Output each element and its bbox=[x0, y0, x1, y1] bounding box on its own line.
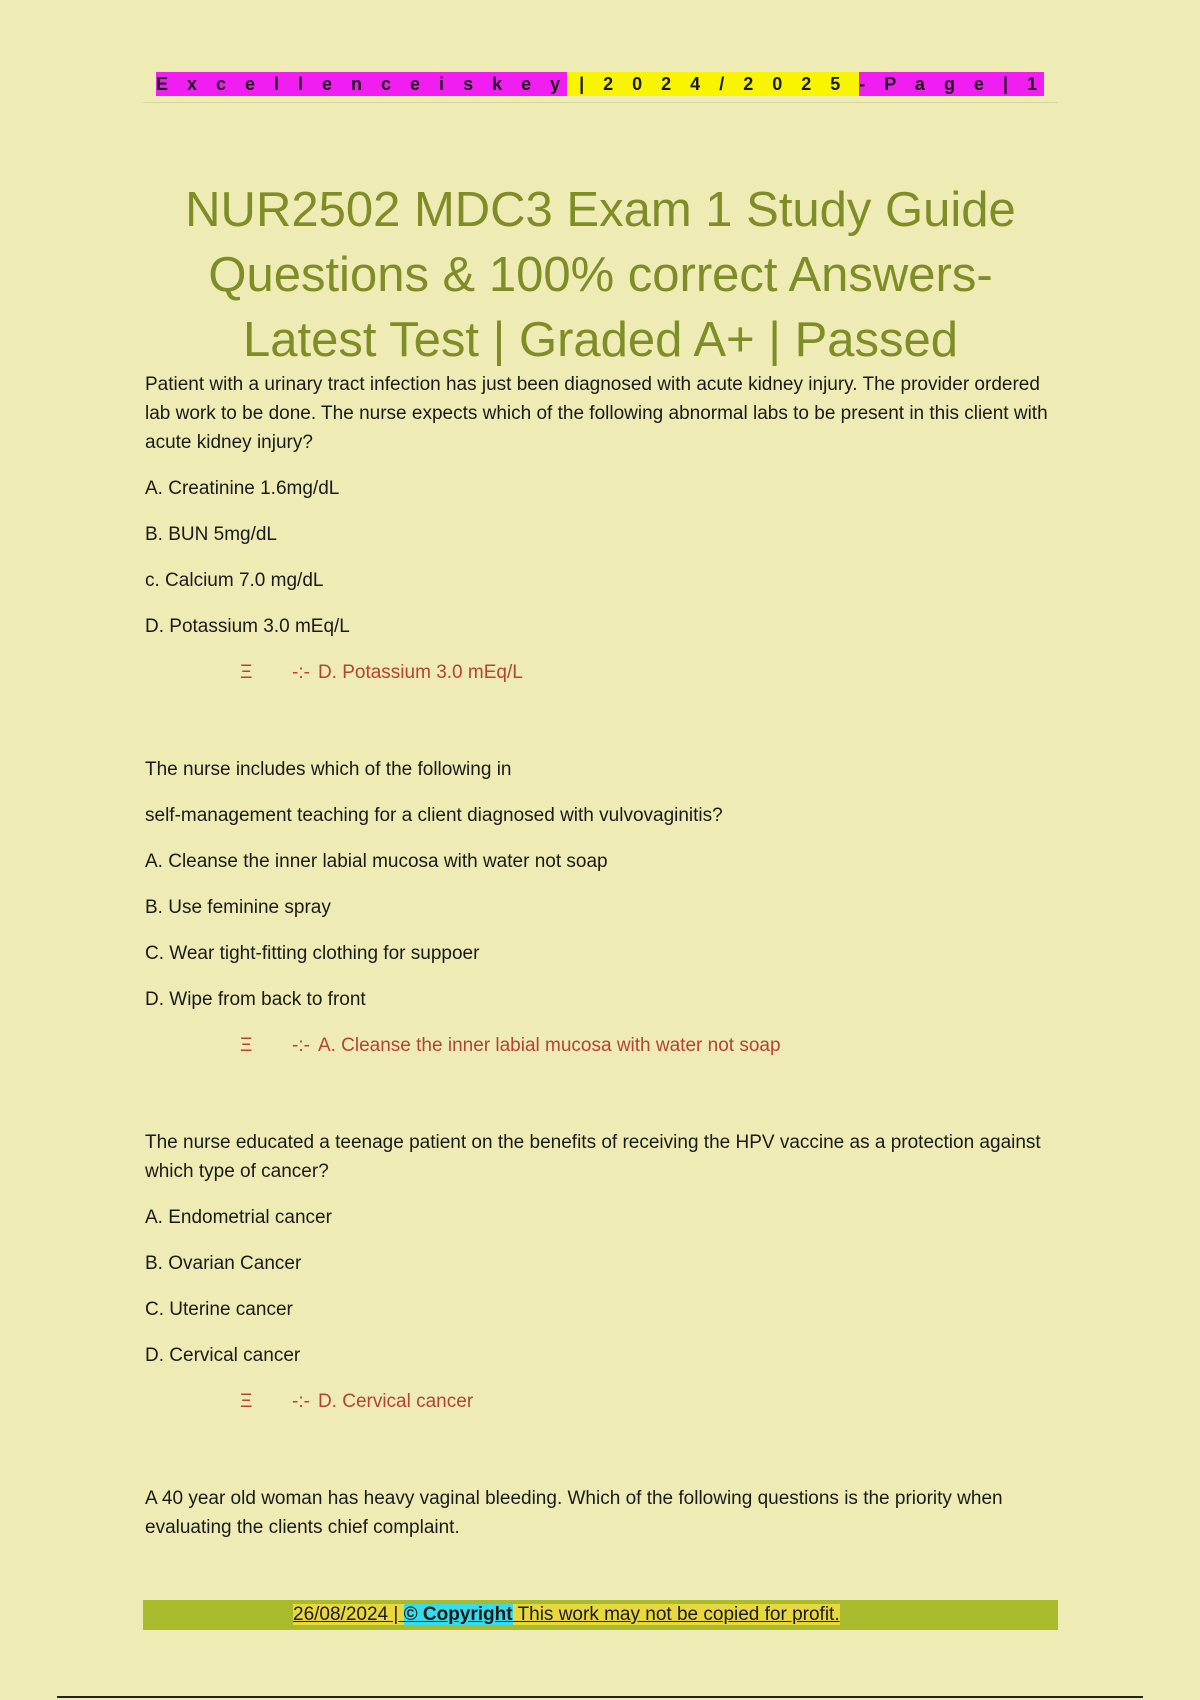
option-c: C. Wear tight-fitting clothing for suppoer bbox=[145, 943, 480, 964]
question-stem: A 40 year old woman has heavy vaginal bleeding. Which of the following questions is the priority when evaluating the clients chief complaint. bbox=[145, 1488, 1003, 1538]
footer-date: 26/08/2024 | bbox=[293, 1604, 404, 1625]
page-bottom-divider bbox=[57, 1696, 1143, 1698]
answer-mark-icon: Ξ bbox=[240, 1391, 253, 1412]
question-stem-line-1: The nurse includes which of the following in bbox=[145, 759, 512, 780]
page-header bbox=[0, 70, 1200, 98]
answer-separator: -:- bbox=[292, 1391, 310, 1412]
footer-notice: This work may not be copied for profit. bbox=[512, 1604, 840, 1625]
answer-separator: -:- bbox=[292, 662, 310, 683]
header-year: | 2 0 2 4 / 2 0 2 5 bbox=[567, 74, 860, 94]
option-d: D. Wipe from back to front bbox=[145, 989, 366, 1010]
question-3 bbox=[145, 1128, 1060, 1416]
footer-copyright: © Copyright bbox=[403, 1604, 513, 1625]
option-d: D. Cervical cancer bbox=[145, 1345, 301, 1366]
document-body bbox=[145, 370, 1060, 1542]
option-b: B. Ovarian Cancer bbox=[145, 1253, 302, 1274]
option-b: B. Use feminine spray bbox=[145, 897, 331, 918]
answer-separator: -:- bbox=[292, 1035, 310, 1056]
answer-line bbox=[145, 1031, 1060, 1060]
option-b: B. BUN 5mg/dL bbox=[145, 524, 277, 545]
answer-mark-icon: Ξ bbox=[240, 662, 253, 683]
question-1 bbox=[145, 370, 1060, 687]
correct-answer: A. Cleanse the inner labial mucosa with water not soap bbox=[317, 1035, 781, 1056]
question-stem-line-2: self-management teaching for a client diagnosed with vulvovaginitis? bbox=[145, 805, 723, 826]
question-2 bbox=[145, 755, 1060, 1060]
question-4 bbox=[145, 1484, 1060, 1542]
document-title: NUR2502 MDC3 Exam 1 Study Guide Questions & 100% correct Answers- Latest Test | Graded A+ | Passed bbox=[185, 183, 1016, 367]
option-c: C. Uterine cancer bbox=[145, 1299, 293, 1320]
question-stem: Patient with a urinary tract infection has just been diagnosed with acute kidney injury. The provider ordered lab work to be done. The nurse expects which of the following abnormal labs to be present in this client with acute kidney injury? bbox=[145, 374, 1048, 453]
answer-line bbox=[145, 1387, 1060, 1416]
correct-answer: D. Cervical cancer bbox=[317, 1391, 474, 1412]
page-footer bbox=[143, 1600, 1058, 1630]
answer-line bbox=[145, 658, 1060, 687]
answer-mark-icon: Ξ bbox=[240, 1035, 253, 1056]
header-divider bbox=[143, 102, 1058, 103]
question-stem: The nurse educated a teenage patient on the benefits of receiving the HPV vaccine as a protection against which type of cancer? bbox=[145, 1132, 1041, 1182]
correct-answer: D. Potassium 3.0 mEq/L bbox=[317, 662, 523, 683]
option-d: D. Potassium 3.0 mEq/L bbox=[145, 616, 350, 637]
option-a: A. Cleanse the inner labial mucosa with water not soap bbox=[145, 851, 608, 872]
option-a: A. Endometrial cancer bbox=[145, 1207, 332, 1228]
option-c: c. Calcium 7.0 mg/dL bbox=[145, 570, 324, 591]
header-page-number: - P a g e | 1 bbox=[859, 74, 1044, 94]
header-motto: E x c e l l e n c e i s k e y bbox=[155, 74, 568, 94]
option-a: A. Creatinine 1.6mg/dL bbox=[145, 478, 340, 499]
